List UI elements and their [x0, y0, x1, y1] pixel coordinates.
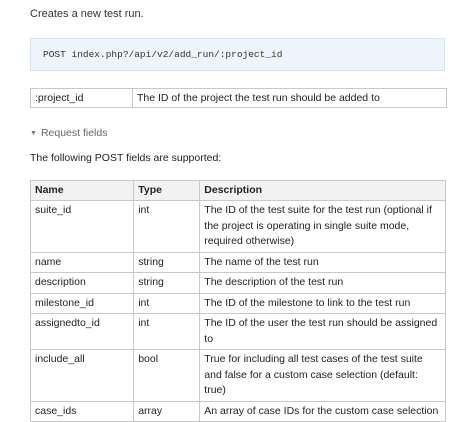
field-description: The ID of the milestone to link to the test run — [200, 293, 446, 314]
table-row — [31, 89, 447, 108]
request-fields-table — [30, 180, 446, 422]
field-type: int — [134, 293, 200, 314]
field-name: include_all — [31, 350, 134, 402]
field-description: The name of the test run — [200, 252, 446, 273]
table-row — [31, 293, 446, 314]
field-description: An array of case IDs for the custom case selection — [200, 401, 446, 422]
field-type: string — [134, 273, 200, 294]
field-name: case_ids — [31, 401, 134, 422]
endpoint-code-block — [30, 38, 445, 71]
header-description: Description — [200, 181, 446, 201]
endpoint-code: POST index.php?/api/v2/add_run/:project_id — [43, 49, 283, 60]
table-header-row — [31, 181, 446, 201]
header-type: Type — [134, 181, 200, 201]
table-row — [31, 273, 446, 294]
header-name: Name — [31, 181, 134, 201]
url-params-table — [30, 88, 447, 108]
field-description: The ID of the user the test run should be assigned to — [200, 314, 446, 350]
param-description: The ID of the project the test run should be added to — [133, 89, 447, 108]
field-name: suite_id — [31, 201, 134, 253]
intro-text: Creates a new test run. — [30, 8, 144, 20]
field-type: int — [134, 201, 200, 253]
field-description: True for including all test cases of the test suite and false for a custom case selection (default: true) — [200, 350, 446, 402]
table-row — [31, 252, 446, 273]
table-row — [31, 201, 446, 253]
field-type: int — [134, 314, 200, 350]
fields-intro-text: The following POST fields are supported: — [30, 152, 222, 164]
field-type: string — [134, 252, 200, 273]
field-description: The description of the test run — [200, 273, 446, 294]
section-title-label: Request fields — [40, 127, 108, 139]
table-row — [31, 401, 446, 422]
param-name: :project_id — [31, 89, 133, 108]
field-description: The ID of the test suite for the test run (optional if the project is operating in single suite mode, required otherwise) — [200, 201, 446, 253]
table-row — [31, 350, 446, 402]
request-fields-toggle[interactable] — [30, 127, 107, 139]
field-type: array — [134, 401, 200, 422]
field-name: assignedto_id — [31, 314, 134, 350]
field-name: description — [31, 273, 134, 294]
field-name: name — [31, 252, 134, 273]
collapse-triangle-icon: ▼ — [30, 129, 37, 137]
field-type: bool — [134, 350, 200, 402]
field-name: milestone_id — [31, 293, 134, 314]
table-row — [31, 314, 446, 350]
